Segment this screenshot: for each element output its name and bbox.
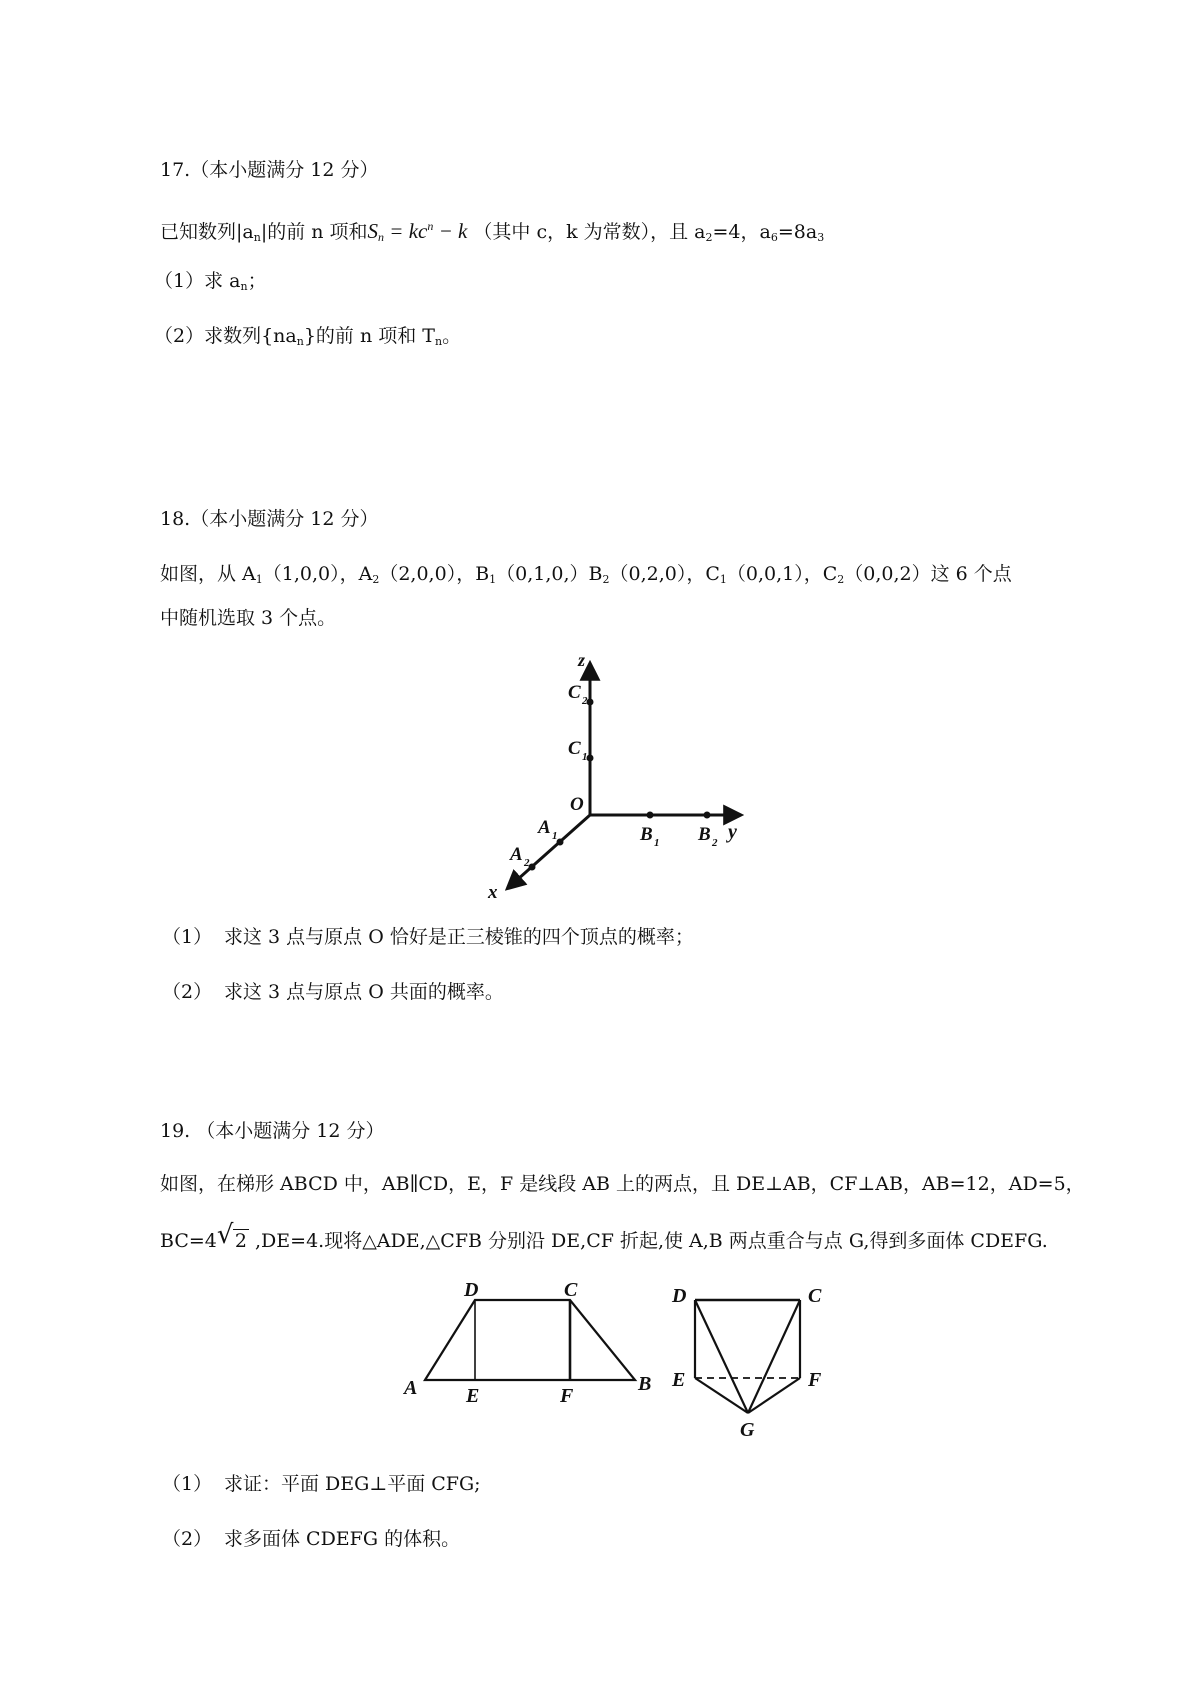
label-O: O	[570, 794, 584, 815]
label-E: E	[466, 1385, 480, 1407]
label-G: G	[740, 1419, 755, 1438]
q18-part2: （2） 求这 3 点与原点 O 共面的概率。	[162, 981, 504, 1003]
svg-text:1: 1	[582, 751, 588, 763]
q18-part1: （1） 求这 3 点与原点 O 恰好是正三棱锥的四个顶点的概率；	[162, 926, 694, 948]
svg-text:2: 2	[712, 837, 718, 849]
q18-header: 18.（本小题满分 12 分）	[160, 508, 379, 530]
trapezoid-figure	[400, 1282, 660, 1412]
q17-part2: （2）求数列$\{na_n\}$的前 n 项和 $T_n$。	[154, 325, 462, 348]
point-C2	[587, 699, 594, 706]
axes-3d-figure	[470, 650, 770, 910]
q19-header: 19. （本小题满分 12 分）	[160, 1120, 385, 1142]
q17-part1: （1）求 $a_n$；	[154, 270, 267, 293]
label-A1: A	[538, 817, 551, 838]
label-F: F	[808, 1369, 822, 1391]
label-A: A	[404, 1377, 418, 1399]
label-y: y	[728, 821, 737, 843]
sqrt-expression: √ 2	[216, 1220, 247, 1252]
trapezoid-ABCD	[425, 1300, 635, 1380]
label-B1: B	[640, 824, 653, 845]
q19-part2: （2） 求多面体 CDEFG 的体积。	[162, 1528, 461, 1550]
point-B1	[647, 812, 654, 819]
polyhedron-figure	[670, 1278, 840, 1438]
q19-part1: （1） 求证：平面 DEG⊥平面 CFG;	[162, 1473, 481, 1495]
label-A2: A	[510, 844, 523, 865]
point-C1	[587, 755, 594, 762]
label-x: x	[488, 882, 498, 903]
point-B2	[704, 812, 711, 819]
label-D: D	[464, 1282, 479, 1301]
label-E: E	[672, 1369, 686, 1391]
label-C: C	[564, 1282, 578, 1301]
q19-stem-line2: BC=4 √ 2 ,DE=4.现将△ADE,△CFB 分别沿 DE,CF 折起,使 A,B 两点重合与点 G,得到多面体 CDEFG.	[160, 1220, 1048, 1252]
label-C: C	[808, 1285, 822, 1307]
label-F: F	[560, 1385, 574, 1407]
svg-text:1: 1	[552, 830, 558, 842]
svg-text:1: 1	[654, 837, 660, 849]
label-B2: B	[698, 824, 711, 845]
q19-stem-line1: 如图，在梯形 ABCD 中，AB∥CD，E，F 是线段 AB 上的两点，且 DE⊥AB，CF⊥AB，AB=12，AD=5，	[160, 1173, 1085, 1195]
q17-stem: 已知数列$|a_n|$的前 n 项和$S_n = kc^n - k$ （其中 c，k 为常数），且 $a_2=4$，$a_6=8a_3$	[160, 219, 825, 244]
point-A2	[529, 864, 536, 871]
label-D: D	[672, 1285, 687, 1307]
label-C2: C	[568, 682, 581, 703]
svg-text:2: 2	[582, 695, 588, 707]
point-A1	[557, 839, 564, 846]
label-z: z	[578, 650, 586, 670]
label-C1: C	[568, 738, 581, 759]
q18-stem-line1: 如图，从 $A_1(1,0,0)$，$A_2(2,0,0)$，$B_1(0,1,0,)B_2(0,2,0)$，$C_1(0,0,1)$，$C_2(0,0,2)$这 6 个点	[160, 563, 1012, 586]
q18-stem-line2: 中随机选取 3 个点。	[160, 607, 337, 629]
q17-header: 17.（本小题满分 12 分）	[160, 159, 379, 181]
svg-text:2: 2	[524, 857, 530, 869]
label-B: B	[638, 1373, 652, 1395]
